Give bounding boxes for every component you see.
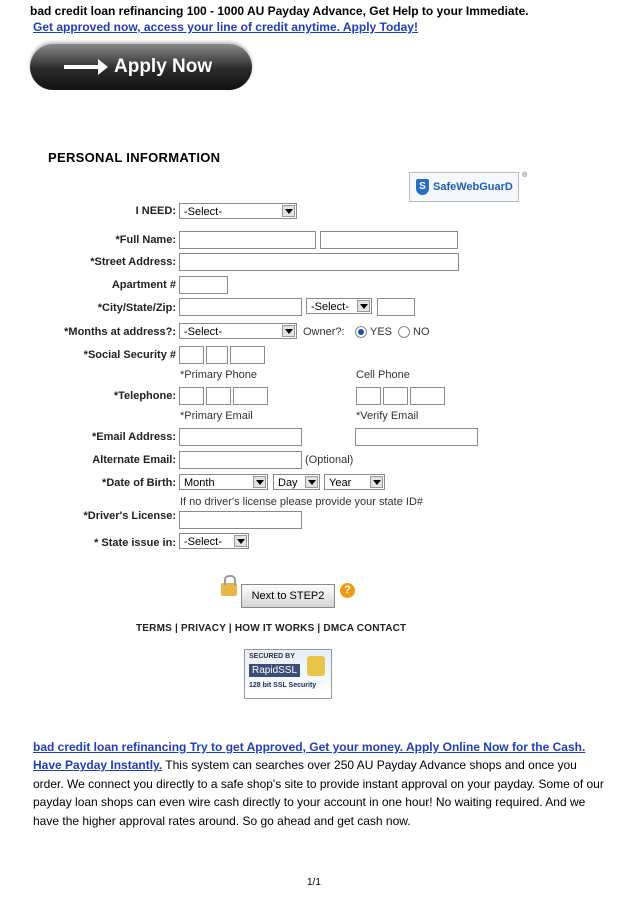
ssn-part1-input[interactable] xyxy=(179,346,204,364)
apartment-label: Apartment # xyxy=(111,279,176,291)
primary-phone-area-input[interactable] xyxy=(179,387,204,405)
ssn-part3-input[interactable] xyxy=(230,346,265,364)
first-name-input[interactable] xyxy=(179,231,316,249)
chevron-down-icon xyxy=(305,476,318,488)
primary-phone-hint: *Primary Phone xyxy=(180,369,258,381)
owner-yes-radio[interactable] xyxy=(355,326,367,338)
chevron-down-icon xyxy=(370,476,383,488)
months-label: *Months at address?: xyxy=(64,326,176,338)
ssn-part2-input[interactable] xyxy=(206,346,228,364)
arrow-right-icon xyxy=(64,65,102,69)
footer-links[interactable]: TERMS | PRIVACY | HOW IT WORKS | DMCA CONTACT xyxy=(136,623,407,634)
owner-yes-label: YES xyxy=(370,326,393,338)
license-input[interactable] xyxy=(179,511,302,529)
state-select[interactable]: -Select- xyxy=(306,298,372,314)
cell-phone-area-input[interactable] xyxy=(356,387,381,405)
alt-email-label: Alternate Email: xyxy=(92,454,176,466)
i-need-label: I NEED: xyxy=(135,205,176,217)
i-need-select[interactable]: -Select- xyxy=(179,203,297,219)
help-icon[interactable]: ? xyxy=(340,583,355,598)
body-paragraph xyxy=(33,738,605,830)
apartment-input[interactable] xyxy=(179,276,228,294)
owner-label: Owner?: xyxy=(303,326,345,338)
body-text: This system can searches over 250 AU Payday Advance shops and once you order. We connect you directly to a safe shop's site to provide instant approval on your payday. Some of our payday loan shops can even wire cash directly to your account in one hour! No waiting required. And we have the higher approval rates around. So go ahead and get cash now. xyxy=(33,758,604,828)
apply-now-label: Apply Now xyxy=(114,56,213,77)
apply-today-link[interactable]: Get approved now, access your line of credit anytime. Apply Today! xyxy=(33,20,418,34)
padlock-icon xyxy=(307,656,325,676)
chevron-down-icon xyxy=(253,476,266,488)
cell-phone-prefix-input[interactable] xyxy=(383,387,408,405)
shield-icon: S xyxy=(416,179,429,195)
cell-phone-hint: Cell Phone xyxy=(356,369,410,381)
primary-phone-prefix-input[interactable] xyxy=(206,387,231,405)
page-title: bad credit loan refinancing 100 - 1000 AU Payday Advance, Get Help to your Immediate. xyxy=(30,4,529,18)
dob-year-select[interactable]: Year xyxy=(324,474,385,490)
street-label: *Street Address: xyxy=(90,256,176,268)
body-link-1[interactable]: bad credit loan refinancing Try to get Approved, Get your money. Apply Online Now for the Cash. xyxy=(33,740,586,754)
chevron-down-icon xyxy=(357,300,370,312)
chevron-down-icon xyxy=(282,205,295,217)
email-input[interactable] xyxy=(179,428,302,446)
dob-day-select[interactable]: Day xyxy=(273,474,320,490)
email-label: *Email Address: xyxy=(92,431,176,443)
city-input[interactable] xyxy=(179,298,302,316)
next-step-button[interactable]: Next to STEP2 xyxy=(241,584,335,608)
zip-input[interactable] xyxy=(377,298,415,316)
optional-hint: (Optional) xyxy=(305,454,354,466)
primary-email-hint: *Primary Email xyxy=(180,410,253,422)
verify-email-hint: *Verify Email xyxy=(356,410,419,422)
rapidssl-seal: SECURED BY RapidSSL 128 bit SSL Security xyxy=(244,649,332,699)
registered-mark: ® xyxy=(522,172,528,179)
license-label: *Driver's License: xyxy=(83,510,176,522)
page-number: 1/1 xyxy=(307,877,321,888)
telephone-label: *Telephone: xyxy=(113,390,176,402)
alt-email-input[interactable] xyxy=(179,451,302,469)
chevron-down-icon xyxy=(282,325,295,337)
dob-label: *Date of Birth: xyxy=(102,477,176,489)
state-issue-label: * State issue in: xyxy=(94,537,176,549)
owner-no-label: NO xyxy=(413,326,430,338)
verify-email-input[interactable] xyxy=(355,428,478,446)
last-name-input[interactable] xyxy=(320,231,458,249)
city-label: *City/State/Zip: xyxy=(97,302,176,314)
full-name-label: *Full Name: xyxy=(115,234,176,246)
apply-now-button[interactable] xyxy=(30,44,252,90)
lock-icon xyxy=(221,583,237,596)
chevron-down-icon xyxy=(234,535,247,547)
dob-month-select[interactable]: Month xyxy=(179,474,268,490)
section-title: PERSONAL INFORMATION xyxy=(48,150,221,165)
body-link-2[interactable]: Have Payday Instantly. xyxy=(33,758,163,773)
state-issue-select[interactable]: -Select- xyxy=(179,533,249,549)
safewebguard-badge: S SafeWebGuarD xyxy=(409,172,519,202)
owner-no-radio[interactable] xyxy=(398,326,410,338)
months-select[interactable]: -Select- xyxy=(179,323,297,339)
ssn-label: *Social Security # xyxy=(83,349,176,361)
cell-phone-line-input[interactable] xyxy=(410,387,445,405)
primary-phone-line-input[interactable] xyxy=(233,387,268,405)
street-input[interactable] xyxy=(179,253,459,271)
license-hint: If no driver's license please provide your state ID# xyxy=(180,496,423,508)
